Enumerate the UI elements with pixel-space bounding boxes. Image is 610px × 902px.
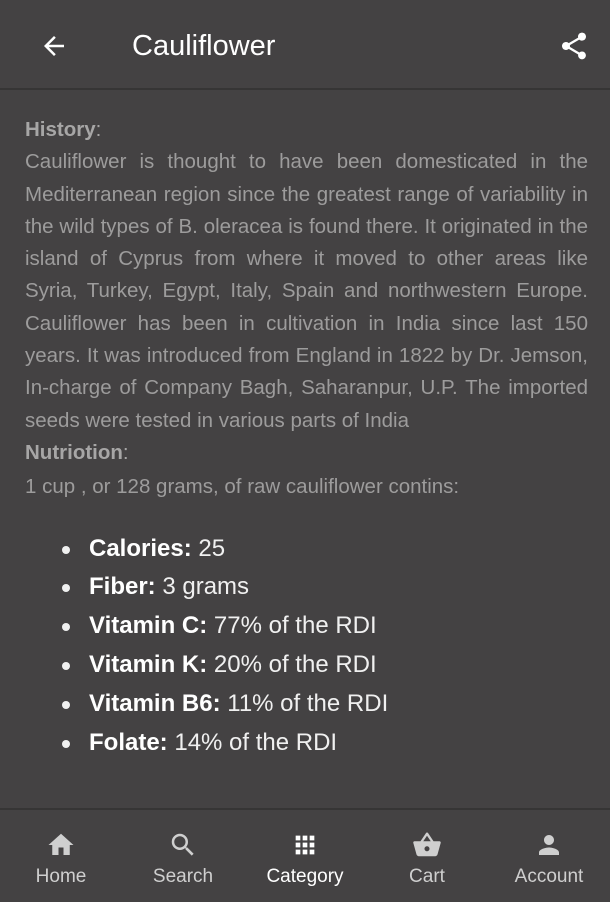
list-item: Vitamin C: 77% of the RDI (62, 607, 588, 646)
bullet-icon (62, 623, 70, 631)
nav-search[interactable] (122, 810, 244, 902)
nutrition-intro: 1 cup , or 128 grams, of raw cauliflower contins: (25, 475, 460, 499)
grid-icon (291, 831, 319, 859)
arrow-back-icon (39, 31, 69, 61)
back-button[interactable] (36, 28, 72, 64)
nav-category[interactable] (244, 810, 366, 902)
detail-content (25, 114, 588, 762)
bullet-icon (62, 701, 70, 709)
bullet-icon (62, 662, 70, 670)
home-icon (46, 830, 76, 860)
list-item: Folate: 14% of the RDI (62, 724, 588, 763)
nav-home-label: Home (35, 866, 87, 887)
nav-cart[interactable] (366, 810, 488, 902)
history-label: History: (25, 118, 102, 141)
bullet-icon (62, 740, 70, 748)
nutrition-heading (25, 437, 588, 469)
history-heading (25, 114, 588, 146)
nav-home[interactable] (0, 810, 122, 902)
page-title: Cauliflower (132, 30, 276, 62)
share-button[interactable] (556, 28, 592, 64)
history-text: Cauliflower is thought to have been domesticated in the Mediterranean region since the greatest range of variability in the wild types of B. oleracea is found there. It originated in the island of Cyprus from where it moved to other areas like Syria, Turkey, Egypt, Italy, Spain and northwestern Europe. Cauliflower has been in cultivation in India since last 150 years. It was introduced from England in 1822 by Dr. Jemson, In-charge of Company Bagh, Saharanpur, U.P. The imported seeds were tested in various parts of India (25, 150, 588, 432)
list-item: Vitamin B6: 11% of the RDI (62, 685, 588, 724)
list-item: Fiber: 3 grams (62, 568, 588, 607)
list-item: Vitamin K: 20% of the RDI (62, 646, 588, 685)
nutrition-label: Nutriotion: (25, 440, 129, 464)
app-bar (0, 0, 610, 90)
nav-search-label: Search (152, 866, 214, 887)
nutrient-list (25, 530, 588, 763)
nav-account[interactable] (488, 810, 610, 902)
nav-category-label: Category (266, 866, 344, 887)
list-item: Calories: 25 (62, 530, 588, 569)
bullet-icon (62, 584, 70, 592)
basket-icon (412, 829, 442, 861)
share-icon (558, 30, 590, 62)
bottom-nav (0, 808, 610, 902)
nav-cart-label: Cart (409, 866, 445, 887)
search-icon (168, 830, 198, 860)
nav-account-label: Account (514, 866, 584, 887)
person-icon (534, 829, 564, 861)
bullet-icon (62, 546, 70, 554)
